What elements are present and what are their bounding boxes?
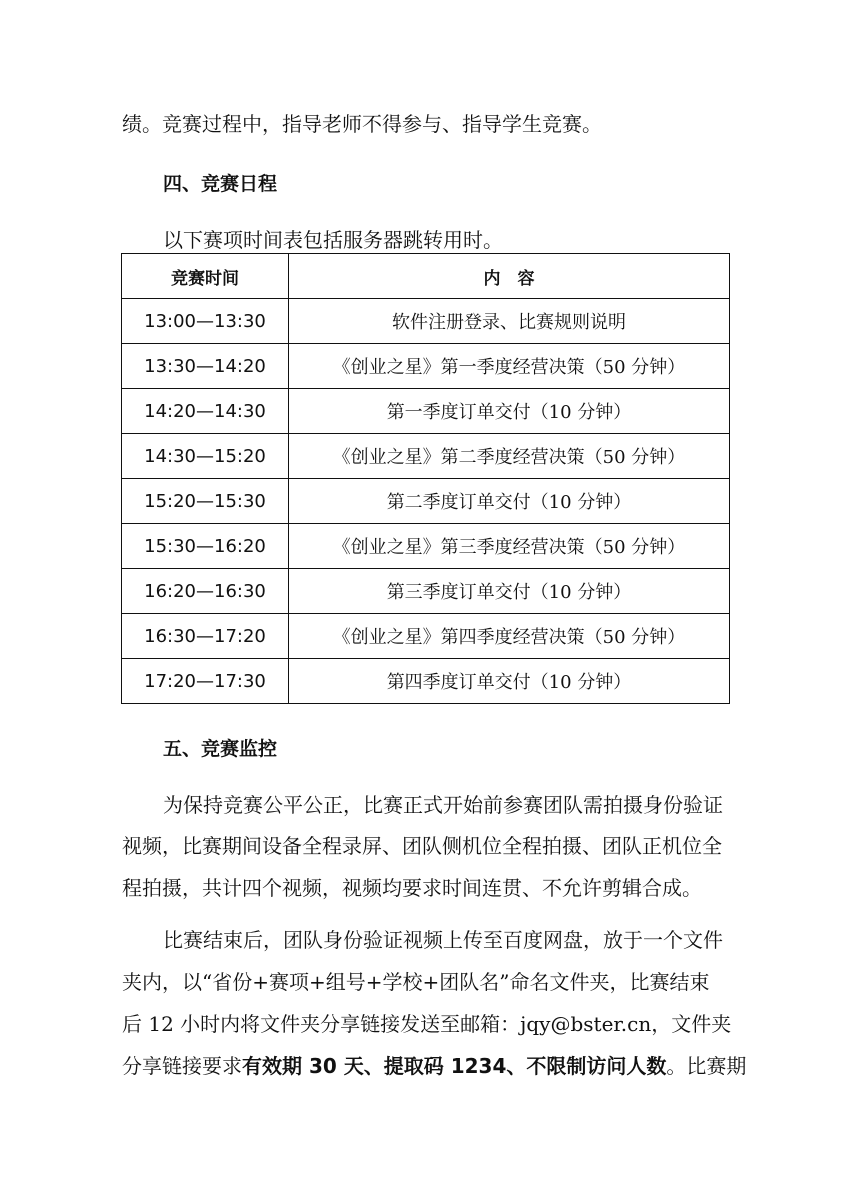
table-row (122, 434, 730, 479)
table-row (122, 479, 730, 524)
header-content: 内 容 (289, 254, 730, 299)
header-time: 竞赛时间 (122, 254, 289, 299)
row-content: 《创业之星》第四季度经营决策（50 分钟） (289, 614, 730, 659)
para1-line-1: 为保持竞赛公平公正，比赛正式开始前参赛团队需拍摄身份验证 (163, 793, 723, 817)
table-row (122, 524, 730, 569)
para2-line-2: 夹内，以“省份+赛项+组号+学校+团队名”命名文件夹，比赛结束 (122, 970, 710, 994)
table-header-row (122, 254, 730, 299)
table-row (122, 389, 730, 434)
row-time: 14:30—15:20 (122, 434, 289, 479)
para2-line-4-prefix: 分享链接要求 (122, 1054, 242, 1078)
row-content: 第四季度订单交付（10 分钟） (289, 659, 730, 704)
row-content: 软件注册登录、比赛规则说明 (289, 299, 730, 344)
para2-line-1: 比赛结束后，团队身份验证视频上传至百度网盘，放于一个文件 (163, 928, 723, 952)
table-row (122, 614, 730, 659)
para1-line-3: 程拍摄，共计四个视频，视频均要求时间连贯、不允许剪辑合成。 (122, 876, 702, 900)
para2-line-4-bold-requirement: 有效期 30 天、提取码 1234、不限制访问人数 (242, 1054, 667, 1078)
table-row (122, 344, 730, 389)
row-time: 14:20—14:30 (122, 389, 289, 434)
section-5-heading: 五、竞赛监控 (163, 738, 278, 760)
row-time: 15:20—15:30 (122, 479, 289, 524)
para2-line-4 (122, 1054, 746, 1078)
intro-line: 绩。竞赛过程中，指导老师不得参与、指导学生竞赛。 (122, 112, 602, 136)
row-time: 13:00—13:30 (122, 299, 289, 344)
row-content: 《创业之星》第二季度经营决策（50 分钟） (289, 434, 730, 479)
row-time: 13:30—14:20 (122, 344, 289, 389)
row-time: 16:30—17:20 (122, 614, 289, 659)
row-content: 《创业之星》第一季度经营决策（50 分钟） (289, 344, 730, 389)
row-content: 第三季度订单交付（10 分钟） (289, 569, 730, 614)
table-row (122, 659, 730, 704)
section-4-heading: 四、竞赛日程 (163, 173, 278, 195)
schedule-table (121, 253, 730, 704)
row-time: 15:30—16:20 (122, 524, 289, 569)
para1-line-2: 视频，比赛期间设备全程录屏、团队侧机位全程拍摄、团队正机位全 (122, 834, 722, 858)
row-time: 17:20—17:30 (122, 659, 289, 704)
row-time: 16:20—16:30 (122, 569, 289, 614)
row-content: 第一季度订单交付（10 分钟） (289, 389, 730, 434)
row-content: 第二季度订单交付（10 分钟） (289, 479, 730, 524)
row-content: 《创业之星》第三季度经营决策（50 分钟） (289, 524, 730, 569)
table-row (122, 299, 730, 344)
para2-line-3: 后 12 小时内将文件夹分享链接发送至邮箱：jqy@bster.cn，文件夹 (122, 1012, 732, 1036)
schedule-note: 以下赛项时间表包括服务器跳转用时。 (163, 228, 503, 252)
para2-line-4-suffix: 。比赛期 (666, 1054, 747, 1078)
table-row (122, 569, 730, 614)
